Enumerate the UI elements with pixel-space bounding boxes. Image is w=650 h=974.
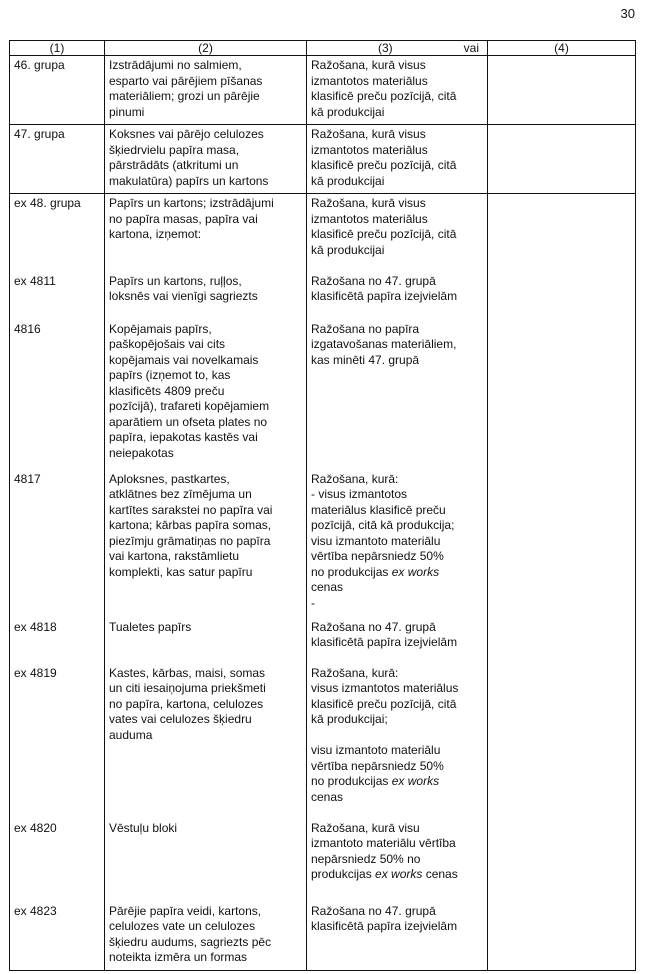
cell-description-line: kartona, izņemot:	[109, 227, 202, 241]
cell-alternative-rule	[488, 819, 636, 902]
header-col1: (1)	[10, 41, 105, 56]
cell-description-line: Izstrādājumi no salmiem,	[109, 58, 242, 72]
table-row	[10, 664, 636, 819]
cell-alternative-rule	[488, 56, 636, 125]
cell-description-line: komplekti, kas satur papīru	[109, 564, 253, 579]
cell-description-line: papīra, iepakotas kastēs vai	[109, 430, 258, 444]
cell-code	[10, 194, 105, 272]
cell-description-line: pozīcijā), trafareti kopējamiem	[109, 399, 270, 413]
cell-rule-line: Ražošana, kurā:	[311, 471, 399, 486]
cell-description-line: pinumi	[109, 104, 145, 119]
cell-rule	[307, 819, 488, 902]
cell-rule-line: Ražošana, kurā visu	[311, 820, 420, 835]
heading-code: 46. grupa	[14, 58, 65, 72]
table-row	[10, 320, 636, 470]
cell-rule	[307, 320, 488, 470]
cell-rule	[307, 902, 488, 971]
table-row	[10, 56, 636, 125]
heading-code: ex 4818	[14, 619, 57, 634]
cell-rule-line: cenas	[311, 580, 344, 594]
cell-description-line: makulatūra) papīrs un kartons	[109, 173, 269, 188]
table-row	[10, 902, 636, 971]
cell-rule-line: nepārsniedz 50% no	[311, 851, 421, 866]
cell-description	[105, 470, 307, 618]
cell-rule-line: Ražošana, kurā:	[311, 665, 399, 680]
cell-rule-line: Ražošana, kurā visus	[311, 127, 426, 141]
cell-code	[10, 664, 105, 819]
cell-description-line: esparto vai pārējiem pīšanas	[109, 73, 263, 88]
cell-rule-line: kā produkcijai	[311, 242, 385, 257]
cell-rule-line: no produkcijas ex works	[311, 774, 440, 788]
cell-description	[105, 618, 307, 664]
cell-description-line: Kopējamais papīrs,	[109, 321, 212, 336]
cell-description-line: Tualetes papīrs	[109, 619, 192, 634]
cell-rule-line: klasificē preču pozīcijā, citā	[311, 158, 457, 172]
heading-code: ex 48. grupa	[14, 196, 81, 210]
cell-description-line: un citi iesaiņojuma priekšmeti	[109, 681, 266, 695]
cell-alternative-rule	[488, 194, 636, 272]
cell-rule-line: pozīcijā, citā kā produkcija;	[311, 518, 455, 532]
cell-description	[105, 56, 307, 125]
table-row	[10, 272, 636, 320]
cell-code	[10, 125, 105, 194]
cell-rule-line: klasificētā papīra izejvielām	[311, 289, 458, 303]
cell-rule-line: no produkcijas ex works	[311, 564, 440, 579]
cell-rule-line: vērtība nepārsniedz 50%	[311, 758, 444, 773]
cell-description-line: Papīrs un kartons; izstrādājumi	[109, 196, 274, 210]
cell-rule-line: Ražošana no papīra	[311, 321, 420, 336]
table-body	[10, 56, 636, 971]
cell-alternative-rule	[488, 470, 636, 618]
cell-code	[10, 470, 105, 618]
table-row	[10, 618, 636, 664]
cell-rule-line: izmantotos materiālus	[311, 73, 428, 88]
cell-rule-line: izmantotos materiālus	[311, 142, 428, 157]
cell-rule-line: materiālus klasificē preču	[311, 502, 446, 517]
cell-rule-line: kā produkcijai;	[311, 712, 388, 726]
cell-description-line: šķiedru audums, sagriezts pēc	[109, 934, 272, 949]
cell-description-line: vates vai celulozes šķiedru	[109, 712, 252, 726]
heading-code: ex 4811	[14, 273, 56, 288]
cell-description-line: neiepakotas	[109, 445, 174, 460]
cell-code	[10, 902, 105, 971]
origin-rules-table	[9, 40, 636, 971]
cell-description-line: kartītes sarakstei no papīra vai	[109, 502, 273, 517]
cell-description	[105, 664, 307, 819]
cell-rule	[307, 664, 488, 819]
cell-description-line: Papīrs un kartons, ruļļos,	[109, 273, 242, 288]
cell-rule-line: Ražošana, kurā visus	[311, 58, 426, 72]
cell-rule	[307, 56, 488, 125]
cell-description	[105, 819, 307, 902]
heading-code: ex 4820	[14, 820, 57, 835]
cell-rule-line	[311, 728, 483, 744]
cell-description-line: Koksnes vai pārējo celulozes	[109, 127, 264, 141]
heading-code: ex 4819	[14, 665, 57, 680]
cell-rule-line: visu izmantoto materiālu	[311, 533, 441, 548]
cell-rule-line: klasificē preču pozīcijā, citā	[311, 696, 457, 711]
cell-rule-line: klasificētā papīra izejvielām	[311, 635, 458, 649]
cell-description-line: atklātnes bez zīmējuma un	[109, 487, 252, 501]
cell-rule-line: kā produkcijai	[311, 173, 385, 188]
header-or-label: vai	[463, 40, 479, 55]
cell-alternative-rule	[488, 618, 636, 664]
cell-description-line: Pārējie papīra veidi, kartons,	[109, 903, 262, 918]
cell-rule-line: Ražošana, kurā visus	[311, 196, 426, 210]
cell-description	[105, 194, 307, 272]
cell-alternative-rule	[488, 272, 636, 320]
cell-description-line: paškopējošais vai cits	[109, 337, 226, 351]
cell-description-line: klasificēts 4809 preču	[109, 383, 225, 398]
cell-description-line: Vēstuļu bloki	[109, 820, 178, 835]
heading-code: 47. grupa	[14, 127, 65, 141]
header-col3-label: (3)	[377, 40, 393, 55]
table-row	[10, 194, 636, 272]
cell-description-line: aparātiem un ofseta plates no	[109, 414, 268, 429]
cell-rule	[307, 470, 488, 618]
cell-code	[10, 819, 105, 902]
cell-alternative-rule	[488, 320, 636, 470]
cell-rule-line: visus izmantotos materiālus	[311, 681, 459, 695]
table-row	[10, 819, 636, 902]
cell-rule	[307, 194, 488, 272]
cell-code	[10, 56, 105, 125]
cell-description-line: kartona; kārbas papīra somas,	[109, 518, 272, 532]
cell-alternative-rule	[488, 902, 636, 971]
cell-rule-line: klasificētā papīra izejvielām	[311, 919, 458, 933]
cell-description	[105, 902, 307, 971]
heading-code: ex 4823	[14, 903, 57, 918]
cell-rule	[307, 618, 488, 664]
cell-rule-line: klasificē preču pozīcijā, citā	[311, 89, 457, 103]
header-col4: (4)	[488, 41, 636, 56]
header-col2: (2)	[105, 41, 307, 56]
table-row	[10, 125, 636, 194]
cell-description-line: šķiedrvielu papīra masa,	[109, 142, 240, 157]
cell-rule-line: vērtība nepārsniedz 50%	[311, 549, 444, 563]
cell-alternative-rule	[488, 125, 636, 194]
cell-description-line: materiāliem; grozi un pārējie	[109, 89, 260, 103]
cell-code	[10, 272, 105, 320]
cell-description-line: loksnēs vai vienīgi sagriezts	[109, 289, 258, 303]
cell-rule-line: klasificē preču pozīcijā, citā	[311, 227, 457, 241]
cell-rule-line: kas minēti 47. grupā	[311, 352, 420, 367]
cell-rule-line: kā produkcijai	[311, 104, 385, 119]
cell-description-line: pārstrādāts (atkritumi un	[109, 158, 239, 172]
cell-description-line: piezīmju grāmatiņas no papīra	[109, 533, 271, 548]
cell-description-line: auduma	[109, 727, 153, 742]
cell-code	[10, 320, 105, 470]
cell-code	[10, 618, 105, 664]
cell-description	[105, 272, 307, 320]
cell-description	[105, 125, 307, 194]
cell-rule-line: cenas	[311, 789, 344, 804]
cell-rule-line: izmantotos materiālus	[311, 211, 428, 226]
cell-description-line: Kastes, kārbas, maisi, somas	[109, 665, 266, 680]
cell-rule-line: Ražošana no 47. grupā	[311, 619, 436, 634]
cell-rule-line: Ražošana no 47. grupā	[311, 273, 436, 288]
heading-code: 4817	[14, 471, 41, 486]
cell-rule	[307, 272, 488, 320]
cell-rule-line: visu izmantoto materiālu	[311, 743, 441, 757]
cell-rule-line: -	[311, 595, 315, 610]
cell-description-line: no papīra masas, papīra vai	[109, 211, 258, 226]
cell-rule-line: produkcijas ex works cenas	[311, 867, 458, 881]
cell-description-line: no papīra, kartona, celulozes	[109, 696, 264, 711]
header-col3	[307, 41, 488, 56]
cell-description	[105, 320, 307, 470]
cell-rule	[307, 125, 488, 194]
cell-alternative-rule	[488, 664, 636, 819]
cell-description-line: kopējamais vai novelkamais	[109, 352, 259, 367]
cell-rule-line: Ražošana no 47. grupā	[311, 903, 436, 918]
table-header	[10, 41, 636, 56]
cell-description-line: noteikta izmēra un formas	[109, 950, 248, 964]
cell-description-line: vai kartona, rakstāmlietu	[109, 549, 240, 563]
cell-rule-line: izmantoto materiālu vērtība	[311, 836, 456, 850]
cell-rule-line: - visus izmantotos	[311, 487, 408, 501]
cell-rule-line: izgatavošanas materiāliem,	[311, 337, 457, 351]
cell-description-line: papīrs (izņemot to, kas	[109, 368, 231, 382]
heading-code: 4816	[14, 321, 41, 336]
table-row	[10, 470, 636, 618]
cell-description-line: Aploksnes, pastkartes,	[109, 471, 230, 486]
cell-description-line: celulozes vate un celulozes	[109, 919, 256, 933]
page-number: 30	[620, 6, 635, 21]
